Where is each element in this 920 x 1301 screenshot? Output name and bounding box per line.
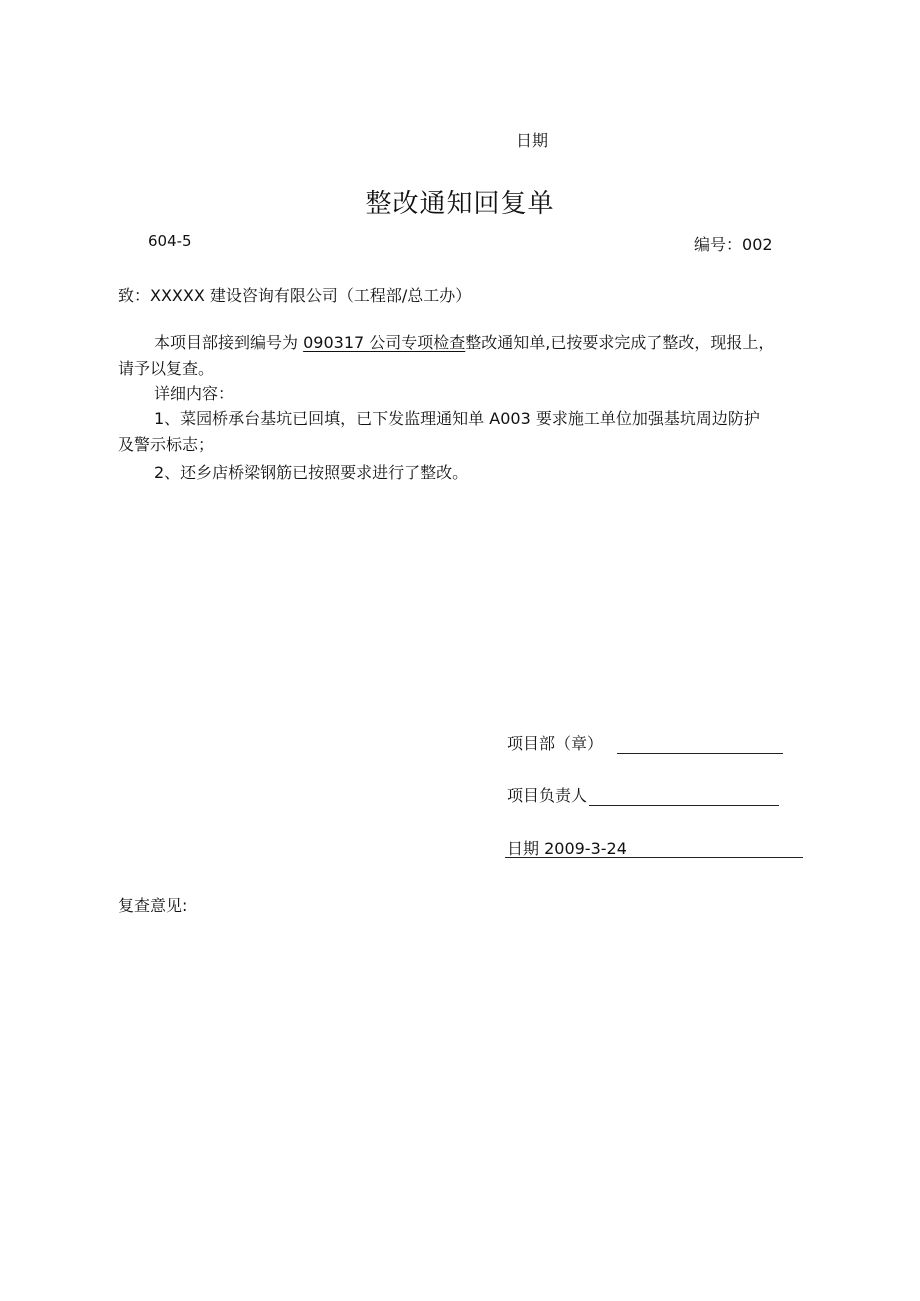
detail-item-1-cont: 及警示标志； xyxy=(118,435,215,454)
review-opinion-label: 复查意见: xyxy=(118,896,188,915)
serial-value: 002 xyxy=(742,235,773,254)
detail-item-2: 2、还乡店桥梁钢筋已按照要求进行了整改。 xyxy=(154,463,469,482)
signature-date: 日期 2009-3-24 xyxy=(507,839,627,858)
serial-number xyxy=(694,232,773,255)
serial-label: 编号： xyxy=(694,235,743,254)
detail-item-1: 1、菜园桥承台基坑已回填，已下发监理通知单 A003 要求施工单位加强基坑周边防护 xyxy=(154,409,760,428)
para1-prefix: 本项目部接到编号为 xyxy=(154,333,304,352)
signature-dept xyxy=(507,731,783,754)
dept-signature-line[interactable] xyxy=(617,737,783,754)
detail-label: 详细内容： xyxy=(154,384,235,403)
person-signature-line[interactable] xyxy=(589,789,779,806)
body-paragraph-1-cont: 请予以复查。 xyxy=(118,359,215,378)
person-label: 项目负责人 xyxy=(507,786,588,805)
document-title: 整改通知回复单 xyxy=(365,189,555,219)
body-paragraph-1 xyxy=(154,330,774,353)
date-underline xyxy=(505,857,803,858)
signature-person xyxy=(507,783,779,806)
header-date-label: 日期 xyxy=(516,131,549,150)
form-code: 604-5 xyxy=(148,232,192,250)
dept-label: 项目部（章） xyxy=(507,734,604,753)
para1-suffix: 整改通知单,已按要求完成了整改，现报上， xyxy=(465,333,775,352)
notice-number: 090317 公司专项检查 xyxy=(303,333,466,352)
addressee: 致：XXXXX 建设咨询有限公司（工程部/总工办） xyxy=(118,286,472,305)
